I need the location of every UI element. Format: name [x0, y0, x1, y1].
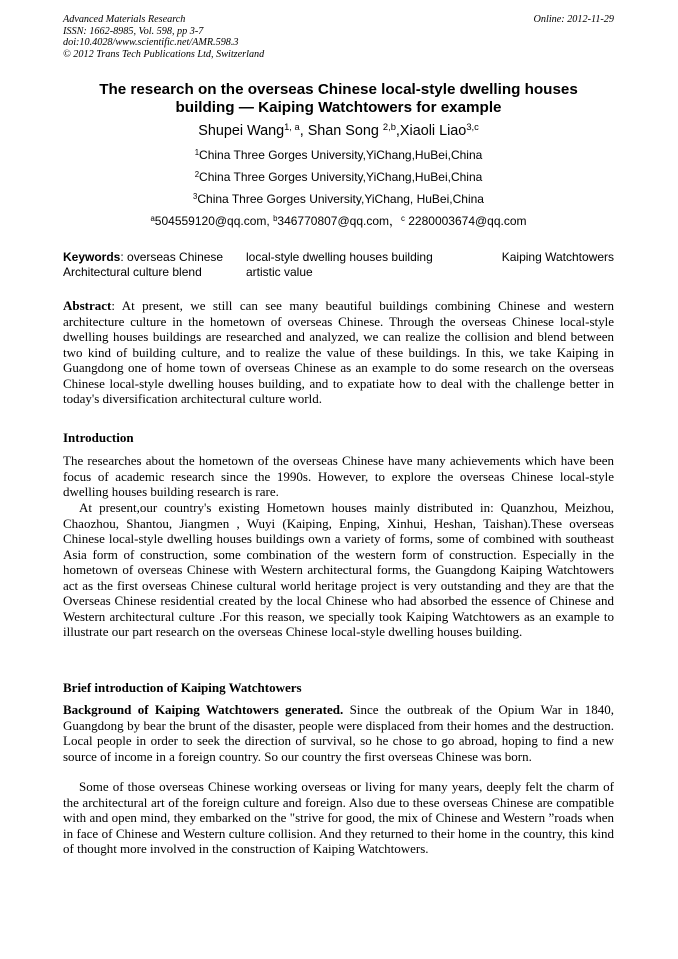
- author-name: Shan Song: [307, 123, 383, 139]
- affiliation-text: China Three Gorges University,YiChang, HuBei,China: [197, 192, 484, 206]
- author-name: Xiaoli Liao: [399, 123, 467, 139]
- keyword: overseas Chinese: [127, 250, 224, 264]
- section-heading-brief: Brief introduction of Kaiping Watchtowers: [63, 680, 302, 695]
- affiliation-2: [63, 170, 614, 184]
- author-separator: ,: [299, 123, 308, 139]
- author-sup: 1, a: [284, 122, 300, 133]
- email-address[interactable]: 504559120@qq.com,: [154, 214, 274, 228]
- keyword: artistic value: [246, 265, 313, 279]
- issn-line: ISSN: 1662-8985, Vol. 598, pp 3-7: [63, 25, 204, 37]
- email-line: [63, 214, 614, 228]
- title-line-2: building — Kaiping Watchtowers for example: [175, 99, 502, 116]
- online-date: Online: 2012-11-29: [533, 14, 614, 25]
- email-sup: c: [401, 214, 405, 224]
- paper-title: [63, 81, 614, 117]
- journal-name: Advanced Materials Research: [63, 14, 186, 25]
- affiliation-1: [63, 148, 614, 162]
- brief-paragraph-2: Some of those overseas Chinese working overseas or living for many years, deeply felt the charm of the architectural art of the foreign culture and foreign. Also due to these overseas Chinese are compatible with and open mind, they embarked on the "strive for good, the mix of Chinese and Western ”roads when in face of Chinese and Western culture collision. And they returned to their home in the country, this kind of thought more involved in the construction of Kaiping Watchtowers.: [63, 779, 614, 856]
- keywords-label: Keywords: [63, 250, 121, 264]
- intro-paragraph-1: The researches about the hometown of the overseas Chinese have many achievements which have been focus of academic research since the 1990s. However, to explore the overseas Chinese local-style dwelling houses building research is rare.: [63, 453, 614, 499]
- background-label: Background of Kaiping Watchtowers generated.: [63, 702, 344, 717]
- journal-header: [63, 14, 614, 60]
- abstract-text: : At present, we still can see many beautiful buildings combining Chinese and western architecture culture in the hometown of overseas Chinese. Through the overseas Chinese local-style dwelling houses buildings are researched and analyzed, we can realize the collision and blend between two kind of building culture, and to realize the value of these buildings. In this, we take Kaiping in Guangdong one of home town of overseas Chinese as an example to do some research on the overseas Chinese local-style dwelling houses building, and to expatiate how to deal with the challenge better in today's diversification architectural culture world.: [63, 298, 614, 406]
- doi-line[interactable]: doi:10.4028/www.scientific.net/AMR.598.3: [63, 37, 239, 48]
- author-sup: 2,b: [382, 122, 396, 133]
- keyword: local-style dwelling houses building: [246, 250, 433, 264]
- background-text: Since the outbreak of the Opium War in 1840, Guangdong by bear the brunt of the disaster, people were displaced from their homes and the destruction. Local people in order to seek the direction of survival, so he chose to go abroad, hoping to find a new source of income in a foreign country. So our country the first overseas Chinese was born.: [63, 702, 614, 764]
- author-separator: ,: [395, 123, 400, 139]
- section-heading-introduction: Introduction: [63, 430, 134, 445]
- affiliation-text: China Three Gorges University,YiChang,HuBei,China: [199, 170, 483, 184]
- title-line-1: The research on the overseas Chinese local-style dwelling houses: [99, 81, 578, 98]
- email-sup: b: [273, 214, 278, 224]
- affiliation-sup: 1: [194, 148, 200, 158]
- intro-paragraph-2: At present,our country's existing Hometown houses mainly distributed in: Quanzhou, Meizhou, Chaozhou, Shantou, Jiangmen , Wuyi (Kaiping, Enping, Xinhui, Heshan, Taishan).These overseas Chinese local-style dwelling houses buildings own a variety of forms, some of combined with southeast Asia form of construction, some combination of the western form of construction. Especially in the hometown of overseas Chinese with Western architectural forms, the Guangdong Kaiping Watchtowers act as the first overseas Chinese cultural world heritage project is very outstanding and they are that the Overseas Chinese residential created by the local Chinese who had absorbed the essence of Chinese and Western architectural culture .For this reason, we specially took Kaiping Watchtowers as an example to illustrate our part research on the overseas Chinese local-style dwelling houses building.: [63, 500, 614, 639]
- author-name: Shupei Wang: [198, 123, 285, 139]
- author-sup: 3,c: [466, 122, 479, 133]
- email-address[interactable]: 2280003674@qq.com: [404, 214, 527, 228]
- author-list: [63, 122, 614, 140]
- keyword: Kaiping Watchtowers: [501, 250, 614, 264]
- keyword: Architectural culture blend: [63, 265, 202, 279]
- affiliation-sup: 2: [194, 170, 200, 180]
- abstract-label: Abstract: [63, 298, 112, 313]
- affiliation-text: China Three Gorges University,YiChang,HuBei,China: [199, 148, 483, 162]
- affiliation-3: [63, 192, 614, 206]
- background-paragraph: [63, 702, 614, 764]
- keywords-block: Keywords: overseas Chinese local-style dwelling houses building Kaiping Watchtowers Architectural culture blend artistic value: [63, 250, 614, 279]
- abstract-paragraph: [63, 298, 614, 407]
- email-address[interactable]: 346770807@qq.com，: [277, 214, 402, 228]
- email-sup: a: [150, 214, 155, 224]
- copyright-line: © 2012 Trans Tech Publications Ltd, Switzerland: [63, 48, 265, 60]
- affiliation-sup: 3: [193, 192, 198, 202]
